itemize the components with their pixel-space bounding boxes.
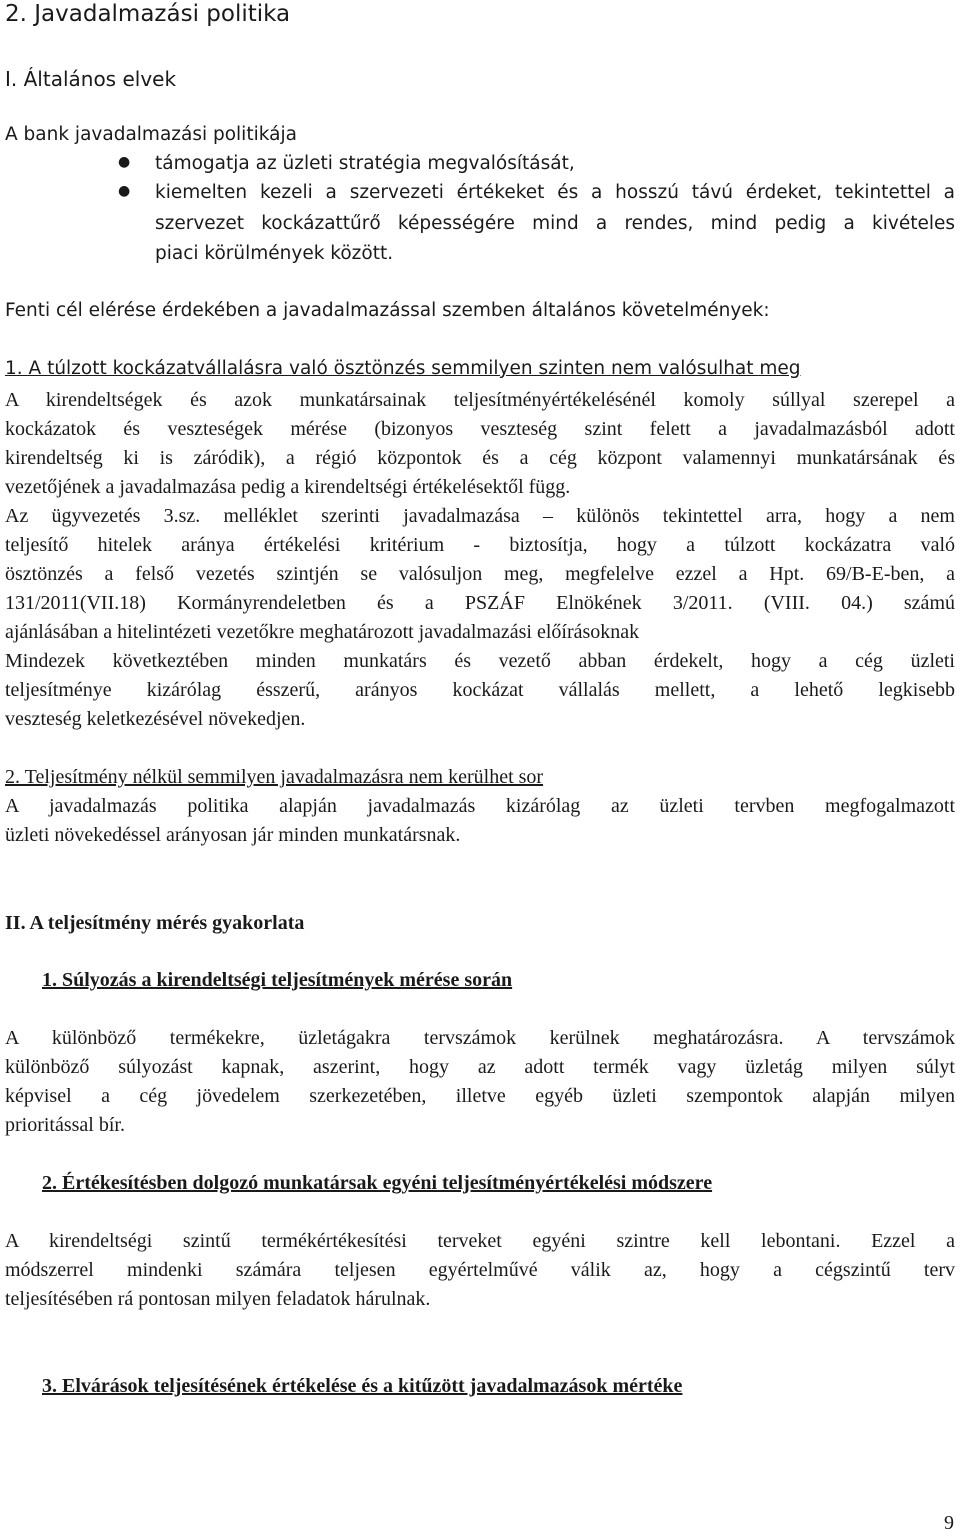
item1-title: 1. A túlzott kockázatvállalásra való ösztönzés semmilyen szinten nem valósulhat meg <box>5 358 801 379</box>
paragraph-line: kirendeltség ki is záródik), a régió központok és a cég központ valamennyi munkatársának és <box>5 447 955 469</box>
paragraph-line: képvisel a cég jövedelem szerkezetében, illetve egyéb üzleti szempontok alapján milyen <box>5 1085 955 1107</box>
bullet-icon: ● <box>118 154 131 170</box>
paragraph-line: A kirendeltségi szintű termékértékesítési terveket egyéni szintre kell lebontani. Ezzel a <box>5 1230 955 1252</box>
list-item: támogatja az üzleti stratégia megvalósítását, <box>155 153 575 174</box>
paragraph-line: ösztönzés a felső vezetés szintjén se valósuljon meg, megfelelve ezzel a Hpt. 69/B-E-ben, a <box>5 563 955 585</box>
page-title: 2. Javadalmazási politika <box>5 1 291 27</box>
paragraph-line: teljesítésében rá pontosan milyen feladatok hárulnak. <box>5 1288 431 1310</box>
paragraph-line: különböző súlyozást kapnak, aszerint, hogy az adott termék vagy üzletág milyen súlyt <box>5 1056 955 1078</box>
paragraph-line: A kirendeltségek és azok munkatársainak teljesítményértékelésénél komoly súllyal szerepel a <box>5 389 955 411</box>
paragraph-line: üzleti növekedéssel arányosan jár minden munkatársnak. <box>5 824 461 846</box>
list-item-continuation: szervezet kockázattűrő képességére mind a rendes, mind pedig a kivételes <box>155 213 955 234</box>
bullet-icon: ● <box>118 183 131 199</box>
sub3-title: 3. Elvárások teljesítésének értékelése és a kitűzött javadalmazások mértéke <box>42 1375 683 1397</box>
item2-title: 2. Teljesítmény nélkül semmilyen javadalmazásra nem kerülhet sor <box>5 766 544 788</box>
paragraph-line: A javadalmazás politika alapján javadalmazás kizárólag az üzleti tervben megfogalmazott <box>5 795 955 817</box>
paragraph-line: Az ügyvezetés 3.sz. melléklet szerinti javadalmazása – különös tekintettel arra, hogy a nem <box>5 505 955 527</box>
paragraph-line: teljesítménye kizárólag ésszerű, arányos kockázat vállalás mellett, a lehető legkisebb <box>5 679 955 701</box>
paragraph-line: ajánlásában a hitelintézeti vezetőkre meghatározott javadalmazási előírásoknak <box>5 621 640 643</box>
section-title: II. A teljesítmény mérés gyakorlata <box>5 912 305 934</box>
paragraph-line: teljesítő hitelek aránya értékelési kritérium - biztosítja, hogy a túlzott kockázatra való <box>5 534 955 556</box>
sub2-title: 2. Értékesítésben dolgozó munkatársak egyéni teljesítményértékelési módszere <box>42 1172 713 1194</box>
paragraph-line: veszteség keletkezésével növekedjen. <box>5 708 306 730</box>
paragraph-line: vezetőjének a javadalmazása pedig a kirendeltségi értékelésektől függ. <box>5 476 571 498</box>
section-title: I. Általános elvek <box>5 67 177 91</box>
list-item-continuation: piaci körülmények között. <box>155 243 394 264</box>
sub1-title: 1. Súlyozás a kirendeltségi teljesítmények mérése során <box>42 969 513 991</box>
page-number: 9 <box>944 1512 954 1534</box>
paragraph-line: Mindezek következtében minden munkatárs és vezető abban érdekelt, hogy a cég üzleti <box>5 650 955 672</box>
paragraph-line: módszerrel mindenki számára teljesen egyértelművé válik az, hogy a cégszintű terv <box>5 1259 955 1281</box>
paragraph-line: A különböző termékekre, üzletágakra tervszámok kerülnek meghatározásra. A tervszámok <box>5 1027 955 1049</box>
intro-text: A bank javadalmazási politikája <box>5 124 297 145</box>
goal-text: Fenti cél elérése érdekében a javadalmazással szemben általános követelmények: <box>5 300 770 321</box>
paragraph-line: prioritással bír. <box>5 1114 125 1136</box>
paragraph-line: kockázatok és veszteségek mérése (bizonyos veszteség szint felett a javadalmazásból adott <box>5 418 955 440</box>
list-item: kiemelten kezeli a szervezeti értékeket és a hosszú távú érdeket, tekintettel a <box>155 182 955 203</box>
paragraph-line: 131/2011(VII.18) Kormányrendeletben és a PSZÁF Elnökének 3/2011. (VIII. 04.) számú <box>5 592 955 614</box>
